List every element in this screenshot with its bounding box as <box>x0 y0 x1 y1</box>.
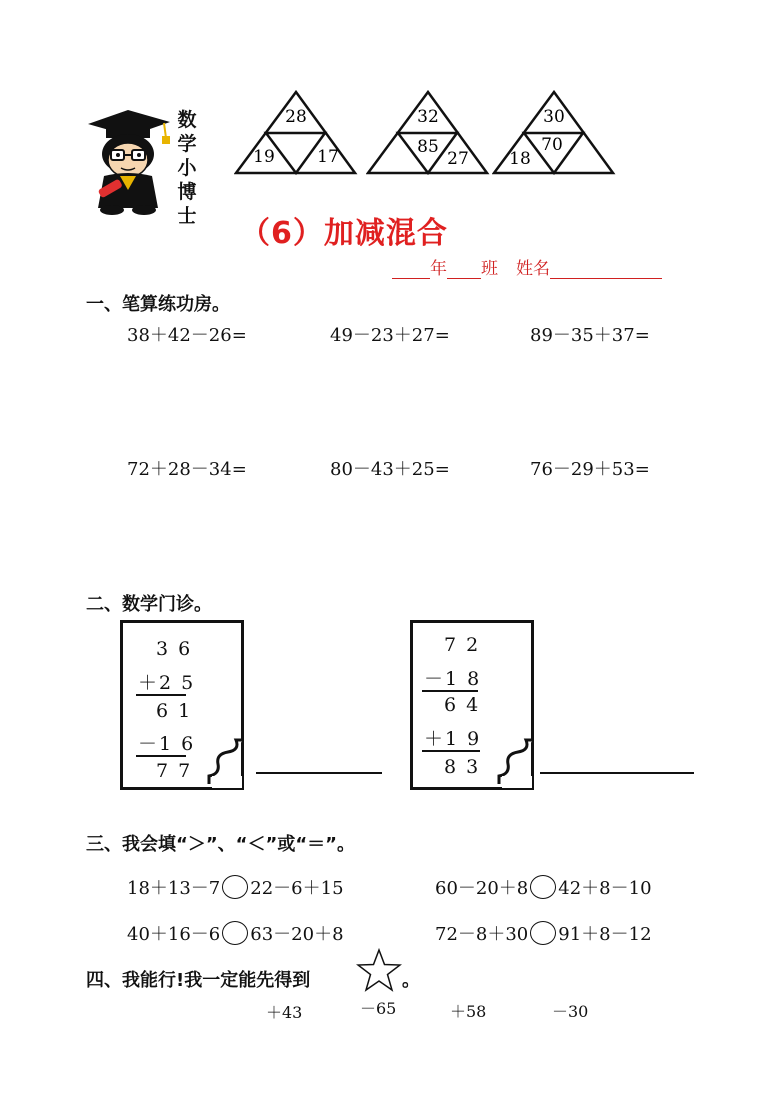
exercise-2-2: 80－43＋25= <box>330 459 450 480</box>
card-2-line-1: 7 2 <box>444 634 481 656</box>
compare-item-2: 60－20＋8 42＋8－10 <box>435 874 652 903</box>
section-4-heading: 四、我能行!我一定能先得到 <box>86 970 311 991</box>
triangle-2-center: 85 <box>417 137 439 157</box>
section-1-heading: 一、笔算练功房。 <box>86 294 230 315</box>
chain-op-1: ＋43 <box>266 1003 303 1022</box>
grade-label: 年 <box>430 259 447 279</box>
torn-corner-icon <box>206 736 246 788</box>
answer-line-2[interactable] <box>540 772 694 774</box>
card-1-line-2: ＋2 5 <box>138 672 196 694</box>
card-2-line-4: ＋1 9 <box>424 728 482 750</box>
triangle-1-top: 28 <box>285 107 307 127</box>
card-2-line-3: 6 4 <box>444 694 481 716</box>
brand-label: 数 学 小 博 士 <box>177 109 197 227</box>
number-triangle-3 <box>492 90 616 176</box>
class-label: 班 <box>481 259 498 279</box>
section-2-heading: 二、数学门诊。 <box>86 594 212 615</box>
triangle-2-right: 27 <box>447 149 469 169</box>
answer-line-1[interactable] <box>256 772 382 774</box>
exercise-2-1: 72＋28－34= <box>127 459 247 480</box>
chain-op-2: －65 <box>360 999 397 1018</box>
card-1-line-5: 7 7 <box>156 760 193 782</box>
exercise-1-1: 38＋42－26= <box>127 325 247 346</box>
chain-op-4: －30 <box>552 1002 589 1021</box>
compare-item-4: 72－8＋30 91＋8－12 <box>435 920 652 949</box>
triangle-3-top: 30 <box>543 107 565 127</box>
chain-op-3: ＋58 <box>450 1002 487 1021</box>
card-1-line-1: 3 6 <box>156 638 193 660</box>
section-3-heading: 三、我会填“＞”、“＜”或“＝”。 <box>86 834 355 855</box>
number-triangle-2 <box>366 90 490 176</box>
triangle-3-center: 70 <box>541 135 563 155</box>
star-icon <box>356 948 402 992</box>
triangle-3-left: 18 <box>509 149 531 169</box>
page-title: （6）加减混合 <box>240 216 448 251</box>
section-4-suffix: 。 <box>402 970 420 991</box>
exercise-1-2: 49－23＋27= <box>330 325 450 346</box>
name-label: 姓名 <box>516 259 550 279</box>
student-info-line <box>392 254 662 279</box>
exercise-2-3: 76－29＋53= <box>530 459 650 480</box>
torn-corner-icon <box>496 736 536 788</box>
compare-circle-1[interactable] <box>222 875 248 899</box>
card-2-line-5: 8 3 <box>444 756 481 778</box>
exercise-1-3: 89－35＋37= <box>530 325 650 346</box>
compare-circle-4[interactable] <box>530 921 556 945</box>
compare-item-3: 40＋16－6 63－20＋8 <box>127 920 344 949</box>
card-2-line-2: －1 8 <box>424 668 482 690</box>
name-blank[interactable] <box>550 260 662 279</box>
card-1-line-4: －1 6 <box>138 733 196 755</box>
number-triangle-1 <box>234 90 358 176</box>
class-blank[interactable] <box>447 260 481 279</box>
grade-blank[interactable] <box>392 260 430 279</box>
doctor-mascot-icon <box>84 104 176 216</box>
triangle-2-top: 32 <box>417 107 439 127</box>
compare-circle-2[interactable] <box>530 875 556 899</box>
compare-item-1: 18＋13－7 22－6＋15 <box>127 874 344 903</box>
compare-circle-3[interactable] <box>222 921 248 945</box>
card-1-line-3: 6 1 <box>156 700 193 722</box>
triangle-1-right: 17 <box>317 147 339 167</box>
triangle-1-left: 19 <box>253 147 275 167</box>
